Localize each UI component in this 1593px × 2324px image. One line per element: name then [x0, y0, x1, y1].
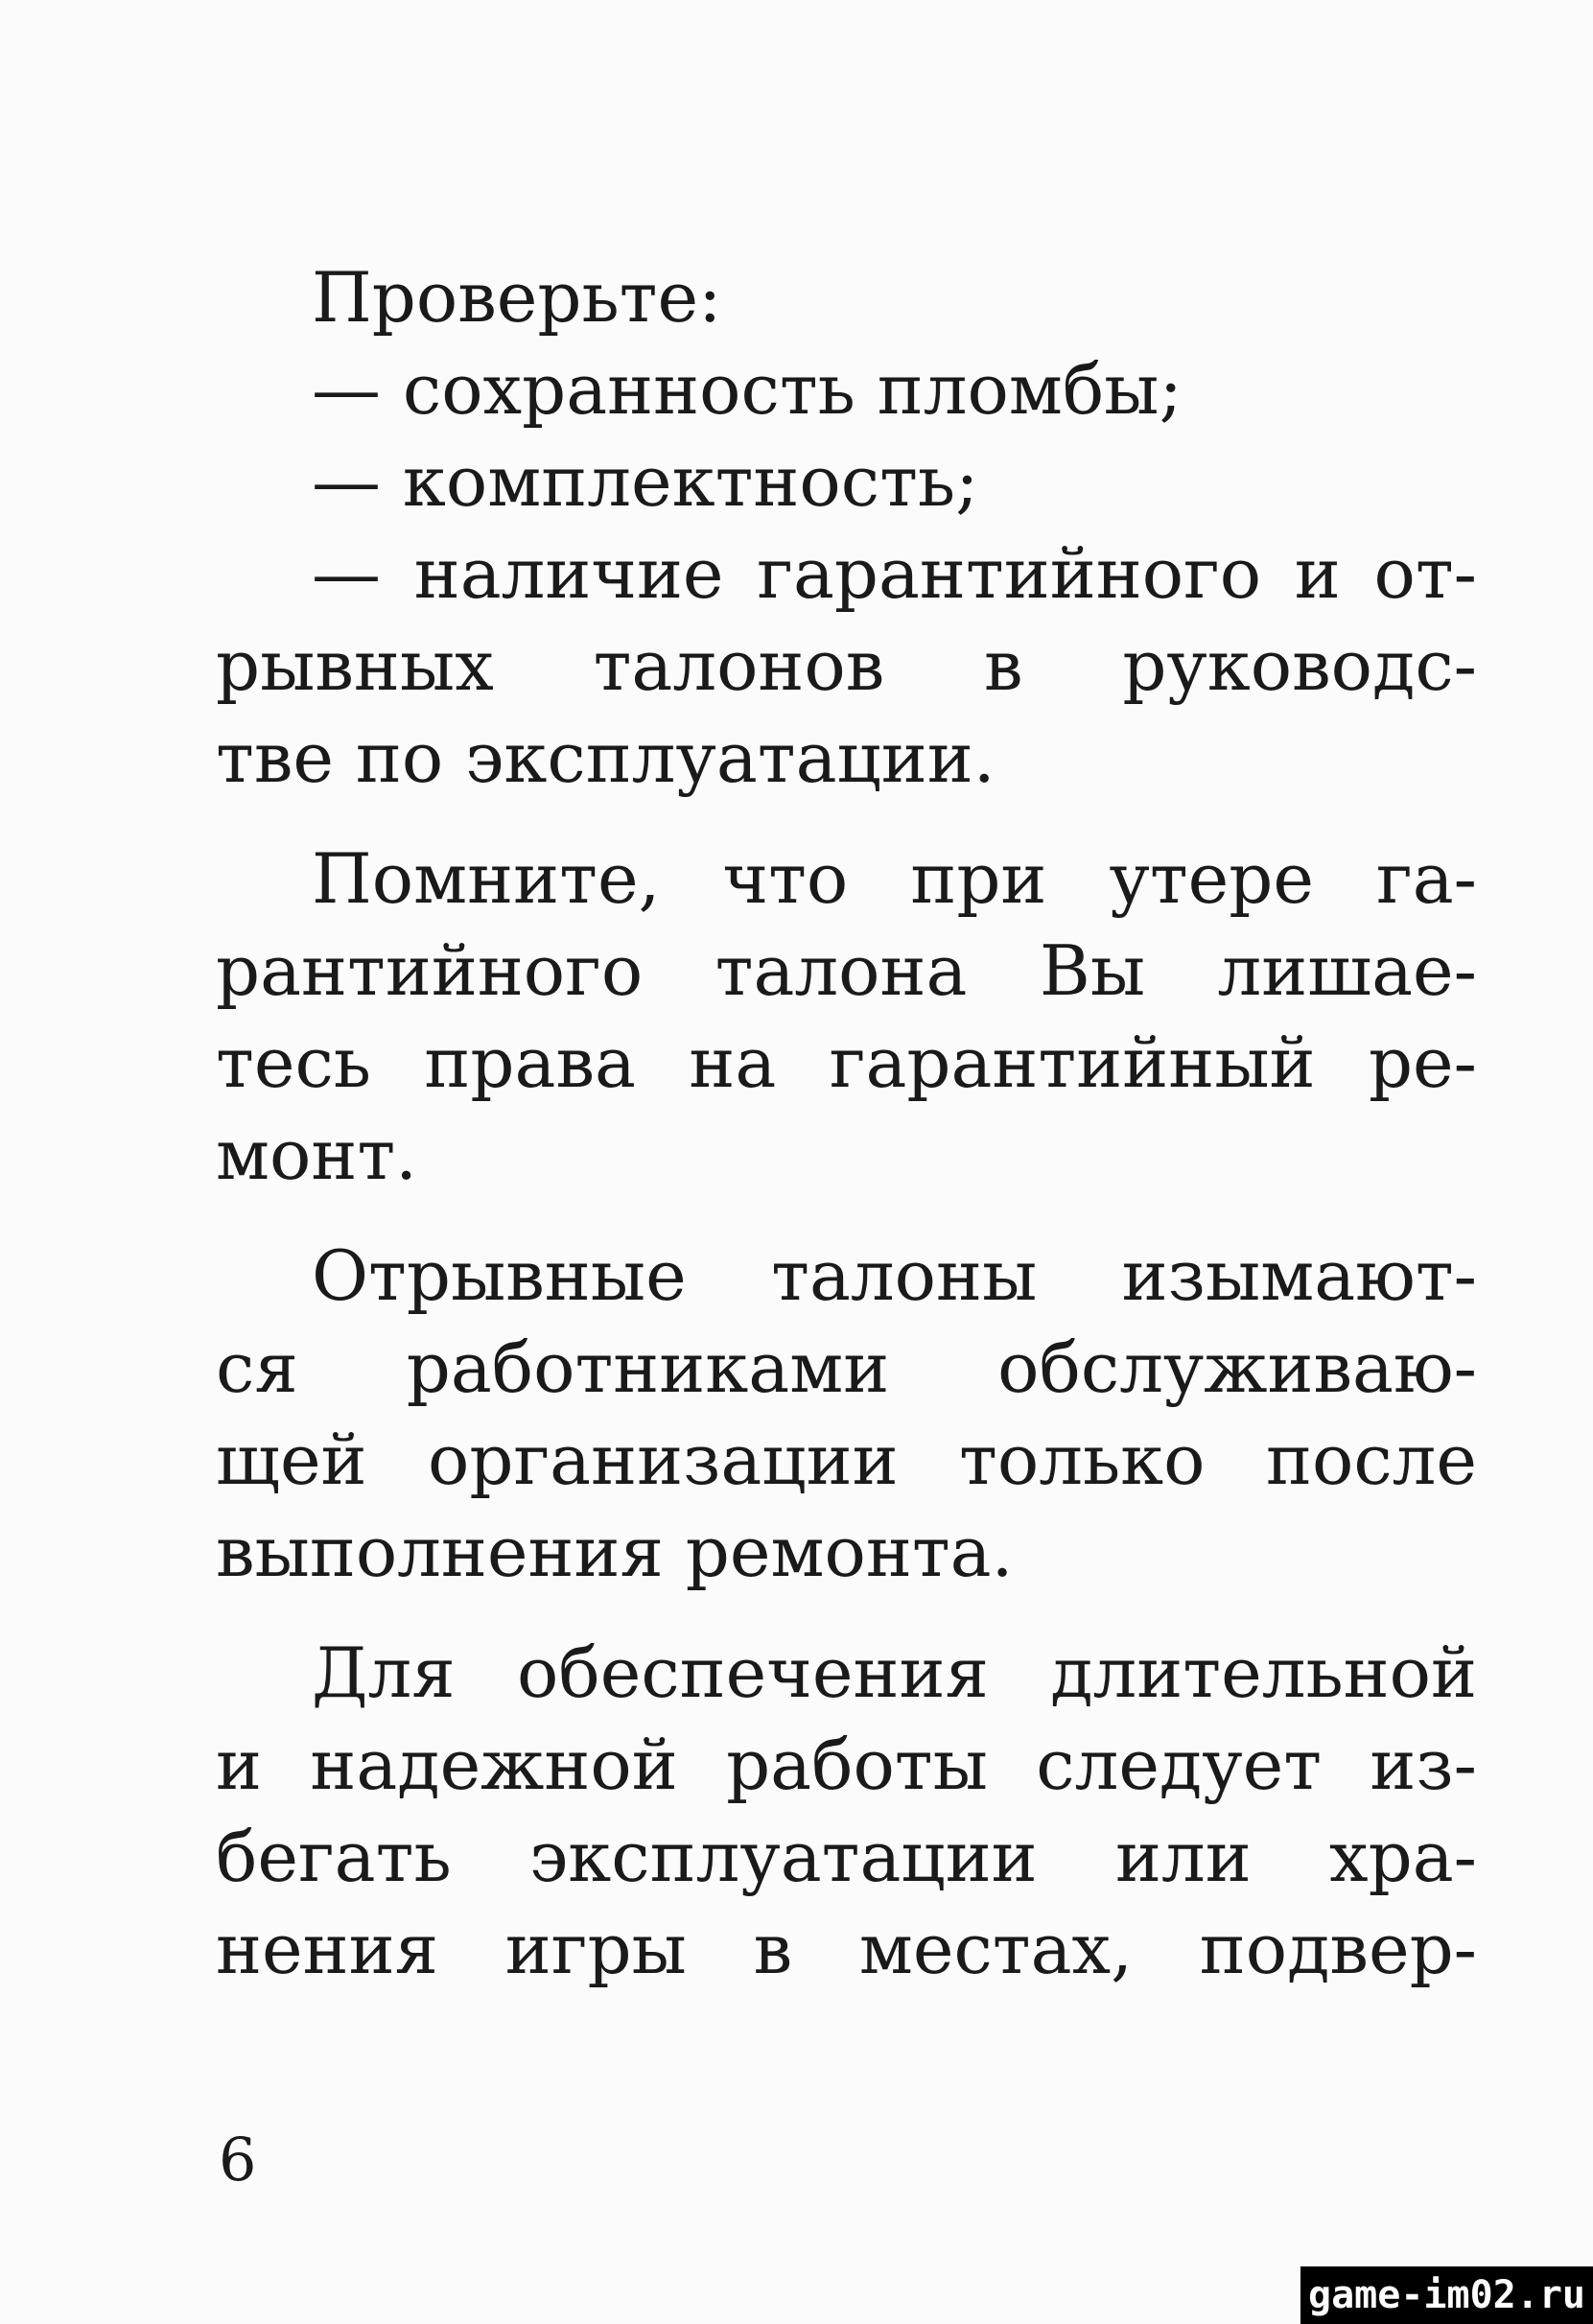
text-line: тесь права на гарантийный ре- — [216, 1022, 1477, 1103]
text-line: рантийного талона Вы лишае- — [216, 930, 1477, 1011]
text-line: — наличие гарантийного и от- — [312, 533, 1477, 614]
text-line: — сохранность пломбы; — [312, 349, 1183, 430]
page-number: 6 — [219, 2124, 257, 2195]
text-line: выполнения ремонта. — [216, 1512, 1014, 1592]
text-line: Помните, что при утере га- — [312, 838, 1477, 919]
paragraph-check — [216, 251, 1477, 804]
text-line: ся работниками обслуживаю- — [216, 1327, 1477, 1408]
paragraph-reliability — [216, 1627, 1477, 1995]
text-line: — комплектность; — [312, 441, 979, 522]
text-line: рывных талонов в руководс- — [216, 625, 1477, 706]
text-line: тве по эксплуатации. — [216, 717, 996, 798]
text-line: монт. — [216, 1115, 418, 1195]
text-line: Отрывные талоны изымают- — [312, 1235, 1477, 1316]
text-line: нения игры в местах, подвер- — [216, 1909, 1477, 1989]
text-line: бегать эксплуатации или хра- — [216, 1817, 1477, 1897]
watermark: game-im02.ru — [1300, 2266, 1593, 2324]
body-text — [216, 251, 1477, 1995]
text-line: щей организации только после — [216, 1420, 1477, 1500]
text-line: Для обеспечения длительной — [312, 1632, 1477, 1713]
text-line: и надежной работы следует из- — [216, 1725, 1477, 1805]
text-line: Проверьте: — [312, 257, 722, 338]
paragraph-remember — [216, 833, 1477, 1201]
paragraph-tear-off — [216, 1230, 1477, 1598]
